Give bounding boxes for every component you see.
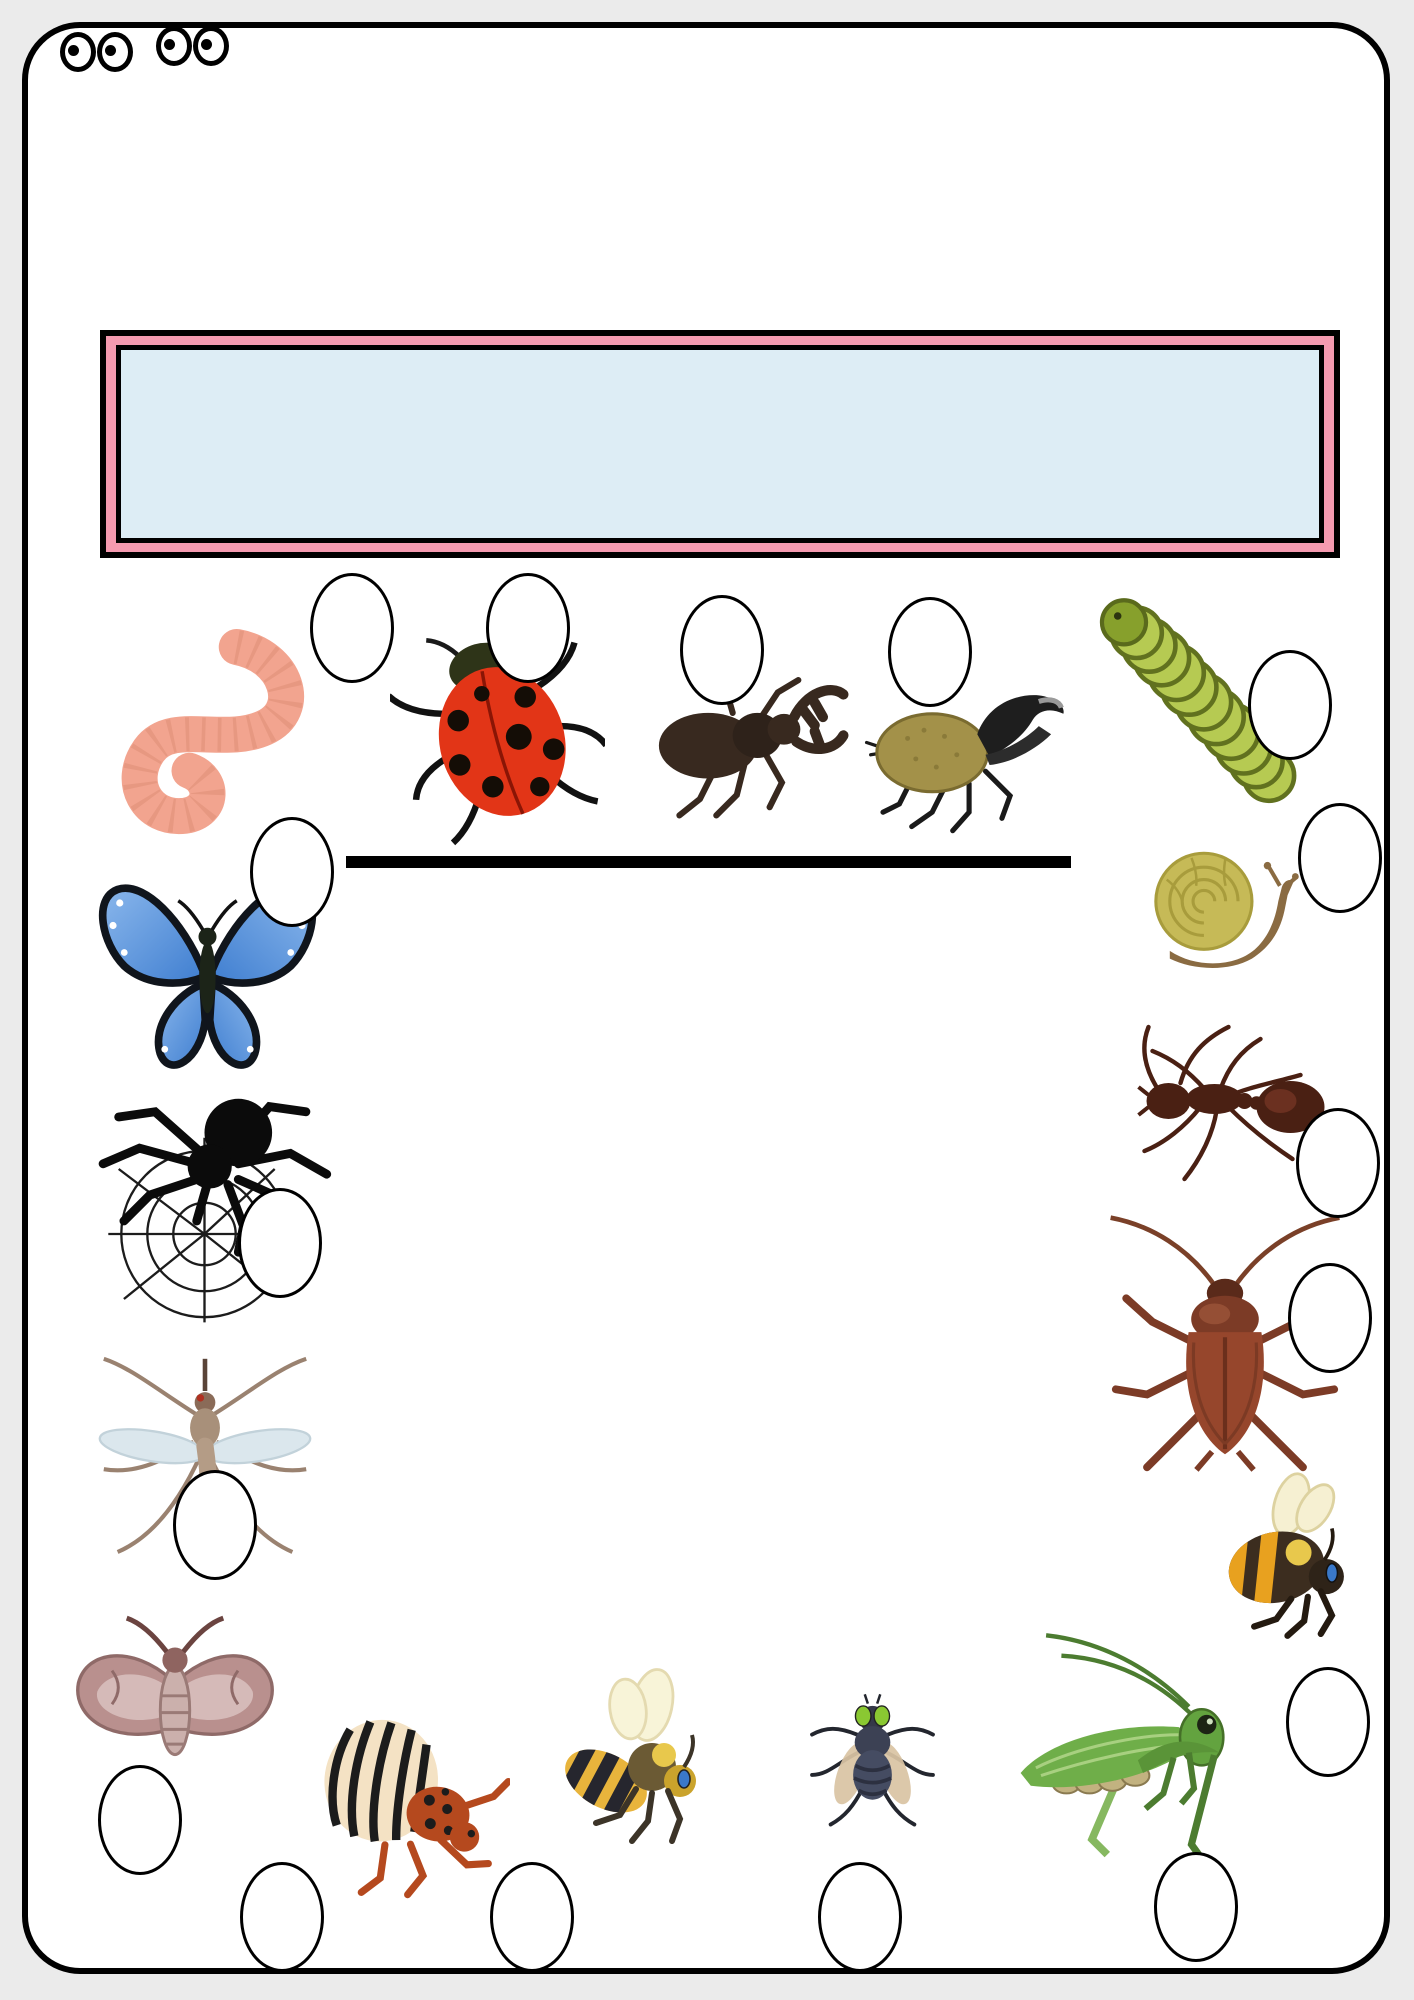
answer-circle-bumblebee [1286, 1667, 1370, 1777]
answer-circle-spider [238, 1188, 322, 1298]
answer-circle-striped-beetle [240, 1862, 324, 1972]
logo-boy-eyes-icon [156, 26, 229, 66]
wasp-image [540, 1640, 740, 1870]
answer-circle-wasp [490, 1862, 574, 1972]
answer-circle-moth [98, 1765, 182, 1875]
answer-circle-caterpillar [1248, 650, 1332, 760]
striped-beetle-image [300, 1685, 510, 1900]
logo-girl-eyes-icon [60, 32, 133, 72]
answer-circle-ladybug [486, 573, 570, 683]
ezpz-logo [58, 40, 273, 195]
answer-circle-ant [1296, 1108, 1380, 1218]
grasshopper-image [945, 1620, 1290, 1875]
answer-circle-cockroach [1288, 1263, 1372, 1373]
fly-image [795, 1660, 950, 1865]
answer-circle-rhino-beetle [888, 597, 972, 707]
word-list-columns [116, 345, 1324, 543]
answer-circle-fly [818, 1862, 902, 1972]
answer-circle-stag-beetle [680, 595, 764, 705]
answer-circle-grasshopper [1154, 1852, 1238, 1962]
answer-circle-snail [1298, 803, 1382, 913]
answer-circle-worm [310, 573, 394, 683]
moth-image [40, 1595, 310, 1805]
answer-circle-butterfly [250, 817, 334, 927]
answer-circle-mosquito [173, 1470, 257, 1580]
word-list-box [100, 330, 1340, 558]
spider-image [85, 1065, 350, 1325]
worm-image [95, 615, 320, 850]
